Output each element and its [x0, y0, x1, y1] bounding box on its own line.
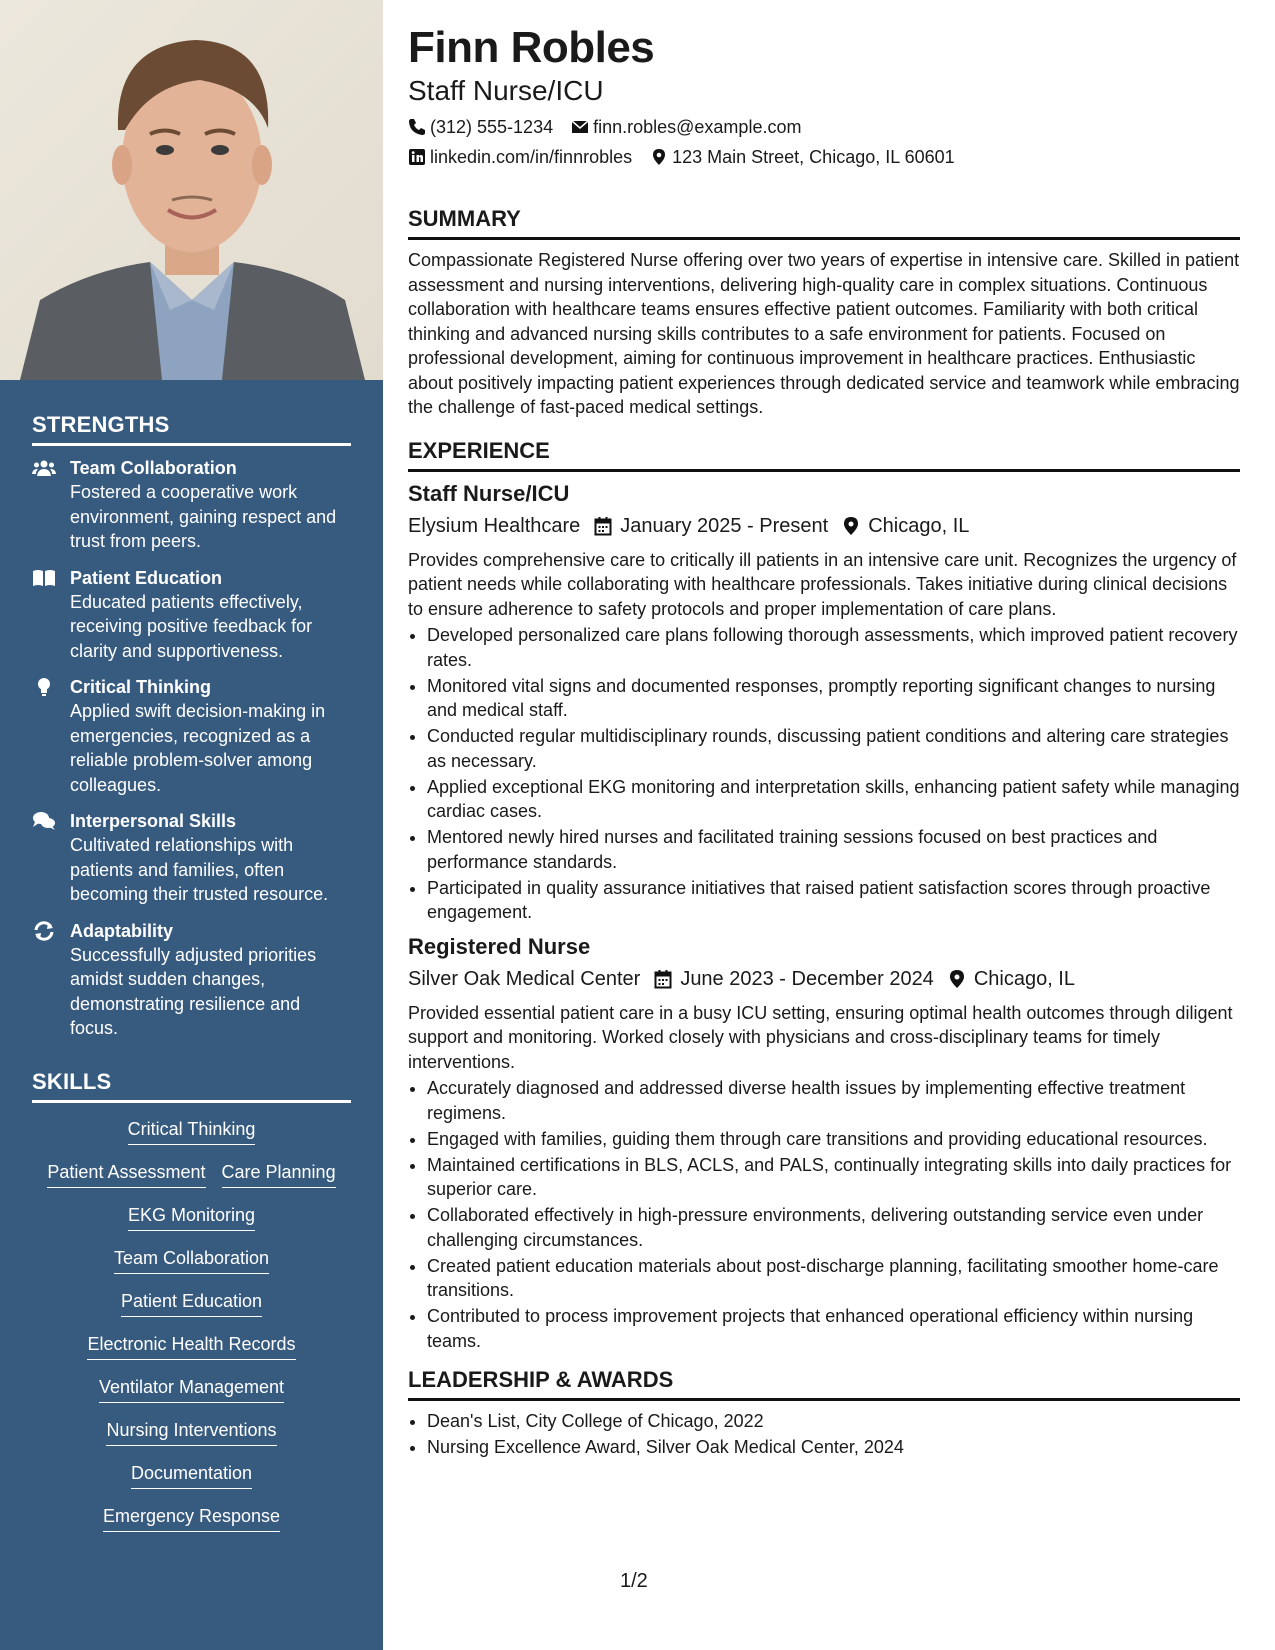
- bullet-item: • Applied exceptional EKG monitoring and interpretation skills, enhancing patient safety while managing cardiac cases.: [427, 775, 1240, 824]
- job-meta: [408, 965, 1240, 993]
- strength-item: [32, 809, 351, 907]
- job-title: Registered Nurse: [408, 933, 591, 959]
- strength-desc: Applied swift decision-making in emergencies, recognized as a reliable problem-solver among colleagues.: [70, 701, 326, 795]
- skill-tag: EKG Monitoring: [128, 1203, 255, 1231]
- skill-tag: Care Planning: [222, 1160, 336, 1188]
- strength-title: Adaptability: [70, 920, 174, 941]
- award-item: • Nursing Excellence Award, Silver Oak Medical Center, 2024: [427, 1435, 1240, 1460]
- award-item: • Dean's List, City College of Chicago, 2022: [427, 1409, 1240, 1434]
- envelope-icon: [571, 118, 589, 136]
- skill-tag: Critical Thinking: [128, 1117, 256, 1145]
- candidate-title: Staff Nurse/ICU: [408, 75, 604, 106]
- job-title: Staff Nurse/ICU: [408, 480, 570, 506]
- sidebar: [0, 0, 383, 1650]
- bullet-item: • Contributed to process improvement projects that enhanced operational efficiency within nursing teams.: [427, 1304, 1240, 1353]
- profile-photo: [0, 0, 383, 380]
- strength-desc: Successfully adjusted priorities amidst sudden changes, demonstrating resilience and focus.: [70, 944, 317, 1038]
- strength-item: [32, 675, 351, 797]
- job-bullets: [408, 623, 1240, 925]
- skills-list: [32, 1117, 351, 1532]
- strength-desc: Cultivated relationships with patients and families, often becoming their trusted resource.: [70, 835, 329, 904]
- experience-heading: EXPERIENCE: [408, 438, 1240, 472]
- summary-text: Compassionate Registered Nurse offering over two years of expertise in intensive care. Skilled in patient assessment and nursing interventions, delivering high-quality care in complex situations. Continuous collaboration with healthcare teams ensures effective patient outcomes. Familiarity with both critical thinking and advanced nursing skills contributes to a safe environment for patients. Focused on professional development, aiming for continuous improvement in healthcare practices. Enthusiastic about positively impacting patient experiences through dedicated service and teamwork while embracing the challenge of fast-paced medical settings.: [408, 250, 1240, 417]
- calendar-icon: [654, 969, 672, 989]
- strength-title: Team Collaboration: [70, 458, 237, 478]
- company-name: Silver Oak Medical Center: [408, 967, 641, 990]
- strength-desc: Fostered a cooperative work environment, gaining respect and trust from peers.: [70, 482, 337, 551]
- bullet-item: • Created patient education materials about post-discharge planning, facilitating smoother home-care transitions.: [427, 1254, 1240, 1303]
- email-contact[interactable]: [571, 117, 801, 138]
- skill-tag: Patient Assessment: [47, 1160, 205, 1188]
- bullet-item: • Engaged with families, guiding them through care transitions and providing educational resources.: [427, 1127, 1240, 1152]
- leadership-list: [408, 1409, 1240, 1460]
- contact-row: [408, 114, 1240, 140]
- linkedin-contact[interactable]: [408, 147, 632, 168]
- candidate-name: Finn Robles: [408, 23, 655, 72]
- summary-heading: SUMMARY: [408, 206, 1240, 240]
- skills-heading: SKILLS: [32, 1069, 351, 1103]
- phone-icon: [408, 118, 426, 136]
- map-marker-icon: [650, 148, 668, 166]
- strength-title: Critical Thinking: [70, 677, 212, 697]
- map-marker-icon: [948, 969, 966, 989]
- bullet-item: • Mentored newly hired nurses and facilitated training sessions focused on best practices and performance standards.: [427, 825, 1240, 874]
- contact-row: [408, 144, 1240, 170]
- bullet-item: • Monitored vital signs and documented responses, promptly reporting significant changes to nursing and medical staff.: [427, 674, 1240, 723]
- skill-tag: Team Collaboration: [114, 1246, 269, 1274]
- bullet-item: • Developed personalized care plans following thorough assessments, which improved patient recovery rates.: [427, 623, 1240, 672]
- company-name: Elysium Healthcare: [408, 514, 581, 537]
- strength-desc: Educated patients effectively, receiving positive feedback for clarity and supportiveness.: [70, 591, 313, 661]
- strengths-heading: STRENGTHS: [32, 412, 351, 446]
- linkedin-url[interactable]: linkedin.com/in/finnrobles: [430, 146, 633, 167]
- bullet-item: • Conducted regular multidisciplinary rounds, discussing patient conditions and altering care strategies as necessary.: [427, 724, 1240, 773]
- sidebar-content: [32, 412, 351, 1547]
- skill-tag: Emergency Response: [103, 1504, 280, 1532]
- page-number: 1/2: [620, 1570, 648, 1592]
- strength-title: Patient Education: [70, 567, 223, 588]
- calendar-icon: [594, 516, 612, 536]
- job-meta: [408, 512, 1240, 540]
- phone-contact: [408, 117, 553, 138]
- comments-icon: [32, 809, 70, 833]
- address-contact: [650, 147, 955, 168]
- leadership-heading: LEADERSHIP & AWARDS: [408, 1367, 1240, 1401]
- skill-tag: Electronic Health Records: [87, 1332, 295, 1360]
- linkedin-icon: [408, 148, 426, 166]
- bullet-item: • Maintained certifications in BLS, ACLS, and PALS, continually integrating skills into daily practices for superior care.: [427, 1153, 1240, 1202]
- skill-tag: Ventilator Management: [99, 1375, 284, 1403]
- job-entry: [408, 933, 1240, 1354]
- skill-tag: Documentation: [131, 1461, 252, 1489]
- map-marker-icon: [842, 516, 860, 536]
- bullet-item: • Collaborated effectively in high-pressure environments, delivering outstanding service even under challenging circumstances.: [427, 1203, 1240, 1252]
- strength-item: [32, 456, 351, 554]
- address-text: 123 Main Street, Chicago, IL 60601: [672, 146, 955, 167]
- bullet-item: • Accurately diagnosed and addressed diverse health issues by implementing effective treatment regimens.: [427, 1076, 1240, 1125]
- job-entry: [408, 480, 1240, 925]
- main-content: [408, 22, 1240, 1461]
- bullet-item: • Participated in quality assurance initiatives that raised patient satisfaction scores through proactive engagement.: [427, 876, 1240, 925]
- job-description: Provided essential patient care in a busy ICU setting, ensuring optimal health outcomes through diligent support and monitoring. Worked closely with physicians and cross-disciplinary teams for timely interventions.: [408, 1002, 1233, 1072]
- job-dates: January 2025 - Present: [620, 514, 829, 537]
- strength-item: [32, 919, 351, 1041]
- book-icon: [32, 566, 70, 590]
- email-address[interactable]: finn.robles@example.com: [593, 116, 802, 137]
- strength-item: [32, 566, 351, 664]
- lightbulb-icon: [32, 675, 70, 699]
- job-dates: June 2023 - December 2024: [680, 967, 934, 990]
- job-bullets: [408, 1076, 1240, 1353]
- job-description: Provides comprehensive care to critically ill patients in an intensive care unit. Recognizes the urgency of patient needs while collaborating with healthcare professionals. Takes initiative during clinical decisions to ensure adherence to safety protocols and proper implementation of care plans.: [408, 549, 1237, 619]
- users-icon: [32, 456, 70, 480]
- skill-tag: Patient Education: [121, 1289, 262, 1317]
- job-location: Chicago, IL: [973, 967, 1075, 990]
- job-location: Chicago, IL: [868, 514, 970, 537]
- strength-title: Interpersonal Skills: [70, 811, 237, 831]
- sync-icon: [32, 919, 70, 943]
- skill-tag: Nursing Interventions: [106, 1418, 276, 1446]
- phone-number: (312) 555-1234: [430, 116, 554, 137]
